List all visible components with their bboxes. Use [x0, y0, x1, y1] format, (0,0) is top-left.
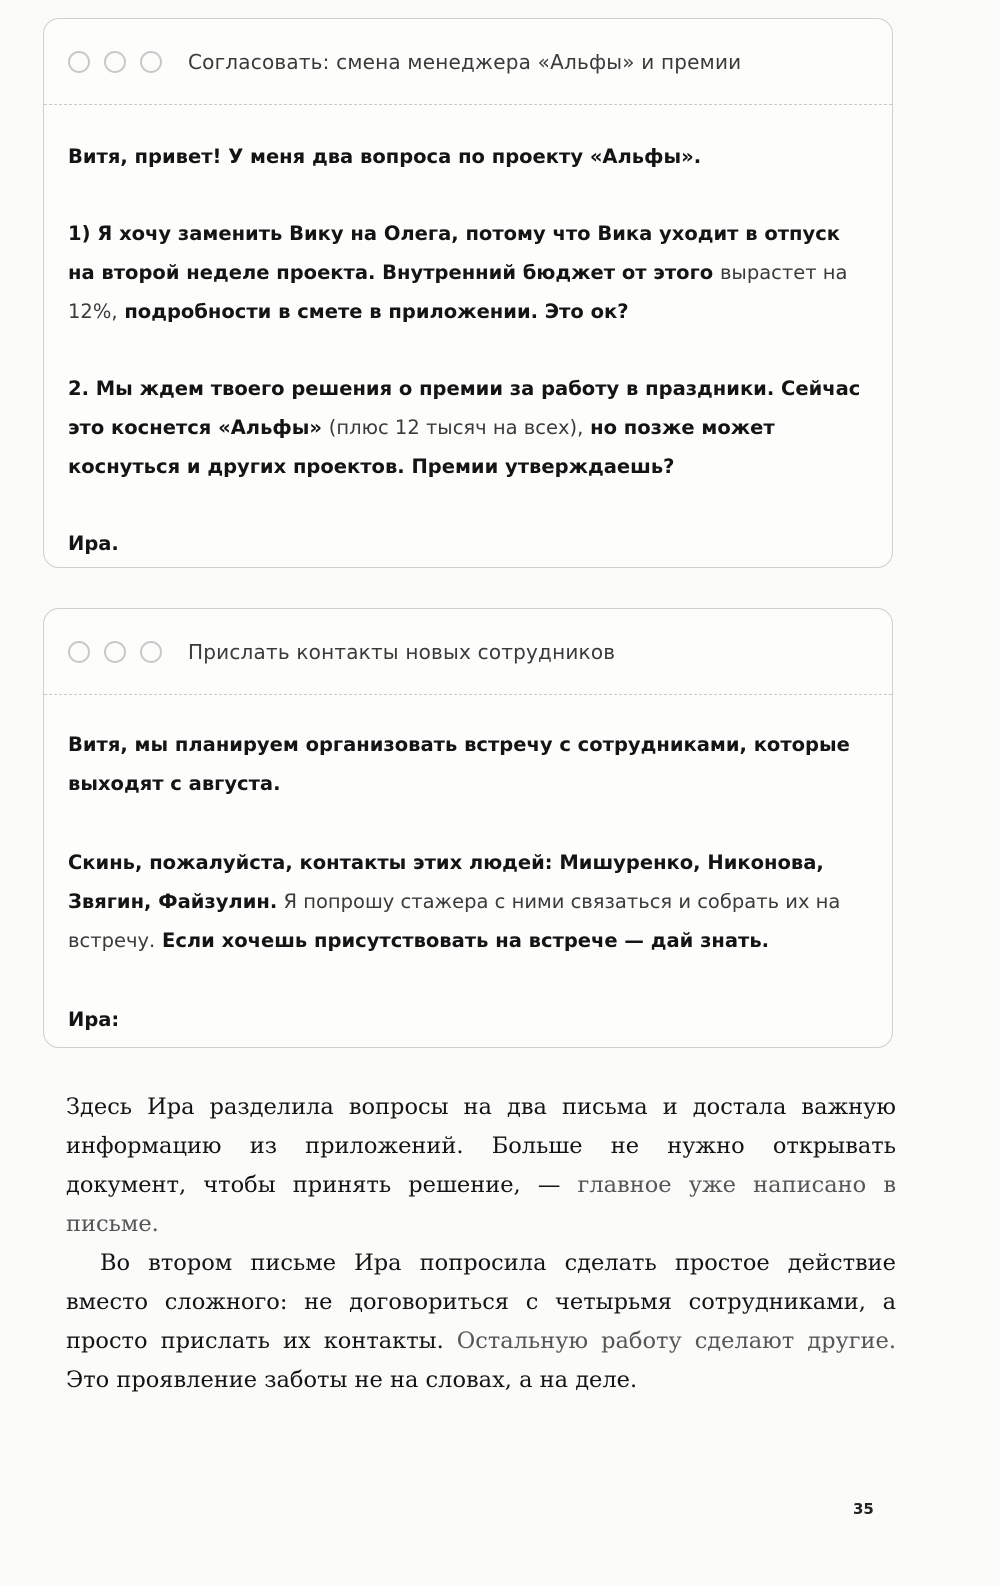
body-paragraph-1-text: Здесь Ира разделила вопросы на два письма и достала важную информацию из приложений. Больше не нужно открывать документ, чтобы принять решение, — — [66, 1094, 896, 1198]
body-paragraph-2-text: Во втором письме Ира попросила сделать простое действие вместо сложного: не договориться с четырьмя сотрудниками, а просто прислать их контакты. — [66, 1250, 896, 1354]
paragraph-2-text-end: Если хочешь присутствовать на встрече — дай знать. — [155, 929, 770, 952]
window-dot-icon — [140, 51, 162, 73]
window-dot-icon — [140, 641, 162, 663]
email-greeting: Витя, привет! У меня два вопроса по проекту «Альфы». — [68, 145, 702, 168]
paragraph-2-highlight: Я попрошу стажера с ними связаться и собрать их на встречу. — [68, 890, 841, 952]
body-paragraph-2-light: Остальную работу сделают другие. — [456, 1328, 896, 1354]
body-paragraph-2-text-end: Это проявление заботы не на словах, а на деле. — [66, 1367, 638, 1393]
question-2-highlight: (плюс 12 тысяч на всех), — [328, 416, 584, 439]
page-number: 35 — [853, 1500, 874, 1518]
body-paragraph-2 — [66, 1244, 896, 1400]
question-1-highlight: вырастет на 12%, — [68, 261, 848, 323]
email-header — [44, 19, 892, 105]
email-subject: Согласовать: смена менеджера «Альфы» и премии — [188, 49, 742, 74]
email-body — [44, 105, 892, 563]
email-paragraph-1: Витя, мы планируем организовать встречу с сотрудниками, которые выходят с августа. — [68, 733, 850, 795]
window-dot-icon — [68, 51, 90, 73]
email-card-approval — [43, 18, 893, 568]
question-1-text: 1) Я хочу заменить Вику на Олега, потому что Вика уходит в отпуск на второй неделе проекта. Внутренний бюджет от этого — [68, 222, 841, 284]
body-paragraph-1-light: главное уже написано в письме. — [66, 1172, 896, 1237]
email-signature: Ира: — [68, 1008, 120, 1031]
email-body — [44, 695, 892, 1039]
paragraph-2-text: Скинь, пожалуйста, контакты этих людей: Мишуренко, Никонова, Звягин, Файзулин. — [68, 851, 824, 913]
email-header — [44, 609, 892, 695]
book-body-text — [66, 1088, 896, 1400]
window-dot-icon — [104, 51, 126, 73]
email-signature: Ира. — [68, 532, 119, 555]
email-paragraph-2 — [68, 843, 868, 960]
question-2-text-end: но позже может коснуться и других проектов. Премии утверждаешь? — [68, 416, 775, 478]
window-controls — [68, 51, 162, 73]
body-paragraph-1 — [66, 1088, 896, 1244]
window-dot-icon — [68, 641, 90, 663]
question-2-text: 2. Мы ждем твоего решения о премии за работу в праздники. Сейчас это коснется «Альфы» — [68, 377, 861, 439]
window-controls — [68, 641, 162, 663]
email-question-2 — [68, 369, 868, 486]
email-question-1 — [68, 214, 868, 331]
question-1-text-end: подробности в смете в приложении. Это ок? — [117, 300, 629, 323]
email-subject: Прислать контакты новых сотрудников — [188, 639, 616, 664]
email-card-contacts — [43, 608, 893, 1048]
window-dot-icon — [104, 641, 126, 663]
